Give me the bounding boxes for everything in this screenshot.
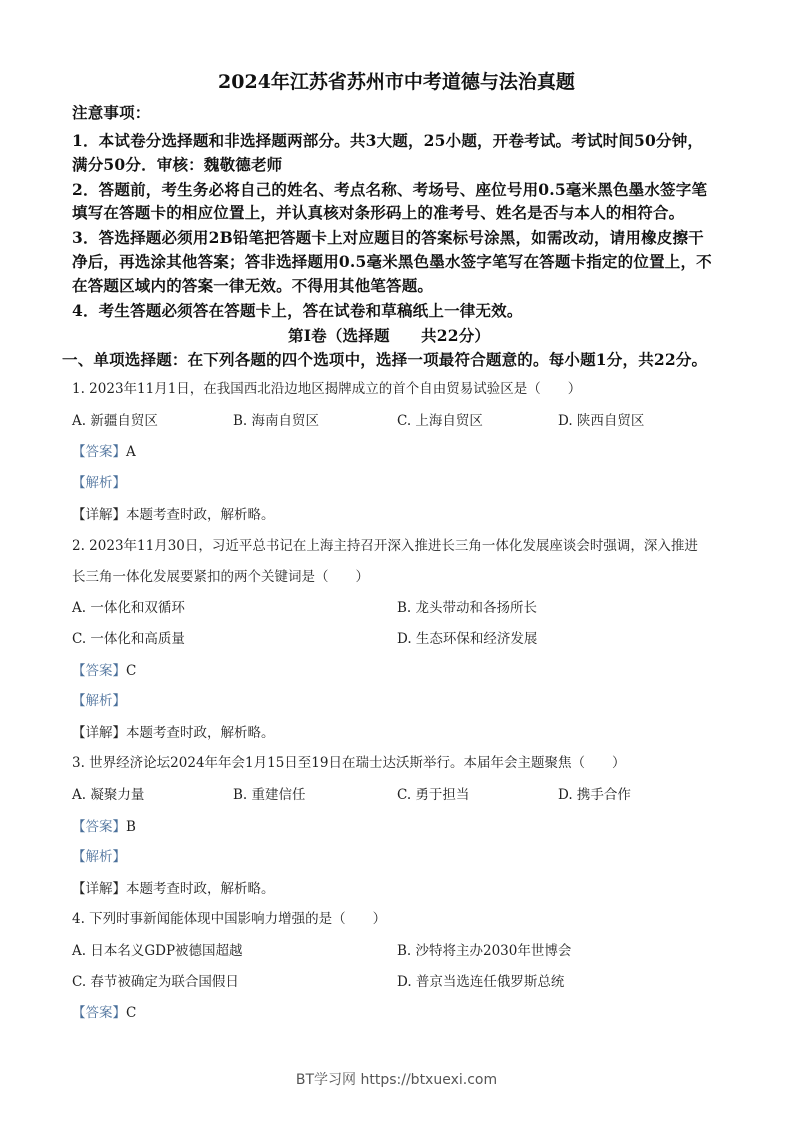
option: C. 春节被确定为联合国假日 bbox=[72, 974, 239, 990]
option: D. 生态环保和经济发展 bbox=[397, 631, 538, 647]
question-stem: 1. 2023年11月1日，在我国西北沿边地区揭牌成立的首个自由贸易试验区是（ ） bbox=[72, 381, 582, 397]
note-line: 4．考生答题必须答在答题卡上，答在试卷和草稿纸上一律无效。 bbox=[72, 301, 523, 320]
note-line: 3．答选择题必须用2B铅笔把答题卡上对应题目的答案标号涂黑，如需改动，请用橡皮擦干 bbox=[72, 228, 704, 247]
detail-row bbox=[72, 505, 275, 525]
option: C. 一体化和高质量 bbox=[72, 631, 185, 647]
option: B. 龙头带动和各扬所长 bbox=[397, 600, 538, 616]
answer-value: A bbox=[126, 444, 136, 460]
note-line: 填写在答题卡的相应位置上，并认真核对条形码上的准考号、姓名是否与本人的相符合。 bbox=[72, 203, 685, 222]
detail-row bbox=[72, 723, 275, 743]
detail-text: 本题考查时政，解析略。 bbox=[126, 725, 275, 741]
section-heading: 第I卷（选择题 共22分） bbox=[288, 326, 491, 345]
option: D. 普京当选连任俄罗斯总统 bbox=[397, 974, 565, 990]
answer-label: 【答案】 bbox=[72, 444, 126, 460]
answer-row bbox=[72, 442, 136, 462]
instruction: 一、单项选择题：在下列各题的四个选项中，选择一项最符合题意的。每小题1分，共22分。 bbox=[62, 350, 708, 369]
answer-value: C bbox=[126, 663, 137, 679]
analysis-label: 【解析】 bbox=[72, 849, 126, 865]
option: B. 重建信任 bbox=[233, 787, 306, 803]
analysis-label: 【解析】 bbox=[72, 475, 126, 491]
answer-label: 【答案】 bbox=[72, 663, 126, 679]
answer-label: 【答案】 bbox=[72, 1005, 126, 1021]
detail-label: 【详解】 bbox=[72, 507, 126, 523]
note-line: 1．本试卷分选择题和非选择题两部分。共3大题，25小题，开卷考试。考试时间50分钟， bbox=[72, 131, 704, 150]
page-title: 2024年江苏省苏州市中考道德与法治真题 bbox=[218, 71, 575, 93]
answer-row bbox=[72, 817, 136, 837]
answer-value: C bbox=[126, 1005, 137, 1021]
note-line: 满分50分．审核：魏敬德老师 bbox=[72, 155, 283, 174]
option: A. 一体化和双循环 bbox=[72, 600, 185, 616]
option: A. 新疆自贸区 bbox=[72, 413, 158, 429]
detail-text: 本题考查时政，解析略。 bbox=[126, 881, 275, 897]
option: A. 凝聚力量 bbox=[72, 787, 145, 803]
option: A. 日本名义GDP被德国超越 bbox=[72, 943, 243, 959]
footer-watermark: BT学习网 https://btxuexi.com bbox=[295, 1072, 498, 1088]
option: C. 勇于担当 bbox=[397, 787, 470, 803]
question-stem: 3. 世界经济论坛2024年年会1月15日至19日在瑞士达沃斯举行。本届年会主题聚焦（ ） bbox=[72, 755, 626, 771]
question-stem: 长三角一体化发展要紧扣的两个关键词是（ ） bbox=[72, 569, 369, 585]
option: D. 携手合作 bbox=[558, 787, 631, 803]
answer-row bbox=[72, 1003, 136, 1023]
option: B. 沙特将主办2030年世博会 bbox=[397, 943, 572, 959]
analysis-label: 【解析】 bbox=[72, 693, 126, 709]
detail-label: 【详解】 bbox=[72, 881, 126, 897]
detail-label: 【详解】 bbox=[72, 725, 126, 741]
detail-row bbox=[72, 879, 275, 899]
option: B. 海南自贸区 bbox=[233, 413, 320, 429]
note-line: 2．答题前，考生务必将自己的姓名、考点名称、考场号、座位号用0.5毫米黑色墨水签字笔 bbox=[72, 180, 708, 199]
question-stem: 4. 下列时事新闻能体现中国影响力增强的是（ ） bbox=[72, 911, 387, 927]
answer-row bbox=[72, 661, 136, 681]
answer-label: 【答案】 bbox=[72, 819, 126, 835]
question-stem: 2. 2023年11月30日，习近平总书记在上海主持召开深入推进长三角一体化发展座谈会时强调，深入推进 bbox=[72, 538, 698, 554]
option: D. 陕西自贸区 bbox=[558, 413, 645, 429]
note-line: 在答题区域内的答案一律无效。不得用其他笔答题。 bbox=[72, 276, 434, 295]
option: C. 上海自贸区 bbox=[397, 413, 483, 429]
answer-value: B bbox=[126, 819, 136, 835]
notes-heading: 注意事项： bbox=[72, 103, 151, 122]
detail-text: 本题考查时政，解析略。 bbox=[126, 507, 275, 523]
note-line: 净后，再选涂其他答案；答非选择题用0.5毫米黑色墨水签字笔写在答题卡指定的位置上，不 bbox=[72, 252, 712, 271]
